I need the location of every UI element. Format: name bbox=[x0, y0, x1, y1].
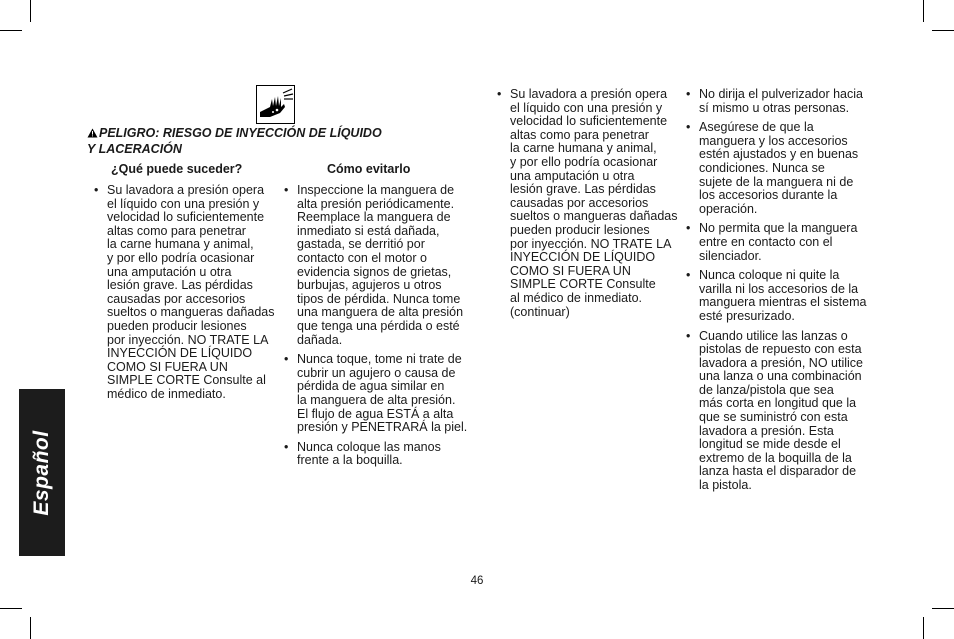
crop-mark bbox=[30, 617, 31, 639]
column-how-to-avoid bbox=[284, 184, 469, 474]
page-number: 46 bbox=[470, 575, 484, 587]
column-what-happens bbox=[94, 184, 279, 408]
list-item: • Su lavadora a presión opera el líquido con una presión y velocidad lo suficientemente altas como para penetrar la carne humana y animal, y por ello podría ocasionar una amputación u otra lesión grave. Las pérdidas causadas por accesorios sueltos o mangueras dañadas pueden producir lesiones por inyección. NO TRATE LA INYECCIÓN DE LÍQUIDO COMO SI FUERA UN SIMPLE CORTE Consulte al médico de inmediato. bbox=[94, 184, 279, 402]
list-item: • No permita que la manguera entre en contacto con el silenciador. bbox=[686, 222, 876, 263]
warning-triangle-icon bbox=[87, 127, 98, 142]
list-item: • Nunca coloque ni quite la varilla ni los accesorios de la manguera mientras el sistema esté presurizado. bbox=[686, 269, 876, 323]
crop-mark bbox=[923, 617, 924, 639]
list-item: • Cuando utilice las lanzas o pistolas de repuesto con esta lavadora a presión, NO utilice una lanza o una combinación de lanza/pistola que sea más corta en longitud que la que se suministró con esta lavadora a presión. Esta longitud se mide desde el extremo de la boquilla de la lanza hasta el disparador de la pistola. bbox=[686, 330, 876, 493]
list-item: • Inspeccione la manguera de alta presión periódicamente. Reemplace la manguera de inmediato si está dañada, gastada, se derritió por contacto con el motor o evidencia signos de grietas, burbujas, agujeros u otros tipos de pérdida. Nunca tome una manguera de alta presión que tenga una pérdida o esté dañada. bbox=[284, 184, 469, 347]
list-item: • No dirija el pulverizador hacia sí mismo u otras personas. bbox=[686, 88, 876, 115]
column-4 bbox=[686, 88, 876, 499]
language-side-tab bbox=[19, 389, 65, 556]
list-item: • Nunca toque, tome ni trate de cubrir un agujero o causa de pérdida de agua similar en la manguera de alta presión. El flujo de agua ESTÁ a alta presión y PENETRARÁ la piel. bbox=[284, 353, 469, 435]
language-label: Español bbox=[30, 429, 53, 516]
crop-mark bbox=[30, 0, 31, 22]
list-item: • Nunca coloque las manos frente a la boquilla. bbox=[284, 441, 469, 468]
crop-mark bbox=[0, 30, 22, 31]
column-3 bbox=[497, 88, 682, 325]
danger-heading-text: PELIGRO: RIESGO DE INYECCIÓN DE LÍQUIDO Y LACERACIÓN bbox=[87, 126, 382, 156]
crop-mark bbox=[0, 608, 22, 609]
crop-mark bbox=[932, 608, 954, 609]
crop-mark bbox=[932, 30, 954, 31]
hand-injection-hazard-icon bbox=[256, 85, 295, 124]
crop-mark bbox=[923, 0, 924, 22]
column-heading-what-happens: ¿Qué puede suceder? bbox=[111, 162, 243, 176]
column-heading-how-to-avoid: Cómo evitarlo bbox=[327, 162, 411, 176]
list-item: • Asegúrese de que la manguera y los accesorios estén ajustados y en buenas condiciones. Nunca se sujete de la manguera ni de los accesorios durante la operación. bbox=[686, 121, 876, 216]
list-item: • Su lavadora a presión opera el líquido con una presión y velocidad lo suficientemente altas como para penetrar la carne humana y animal, y por ello podría ocasionar una amputación u otra lesión grave. Las pérdidas causadas por accesorios sueltos o mangueras dañadas pueden producir lesiones por inyección. NO TRATE LA INYECCIÓN DE LÍQUIDO COMO SI FUERA UN SIMPLE CORTE Consulte al médico de inmediato. (continuar) bbox=[497, 88, 682, 319]
danger-heading bbox=[87, 126, 417, 156]
